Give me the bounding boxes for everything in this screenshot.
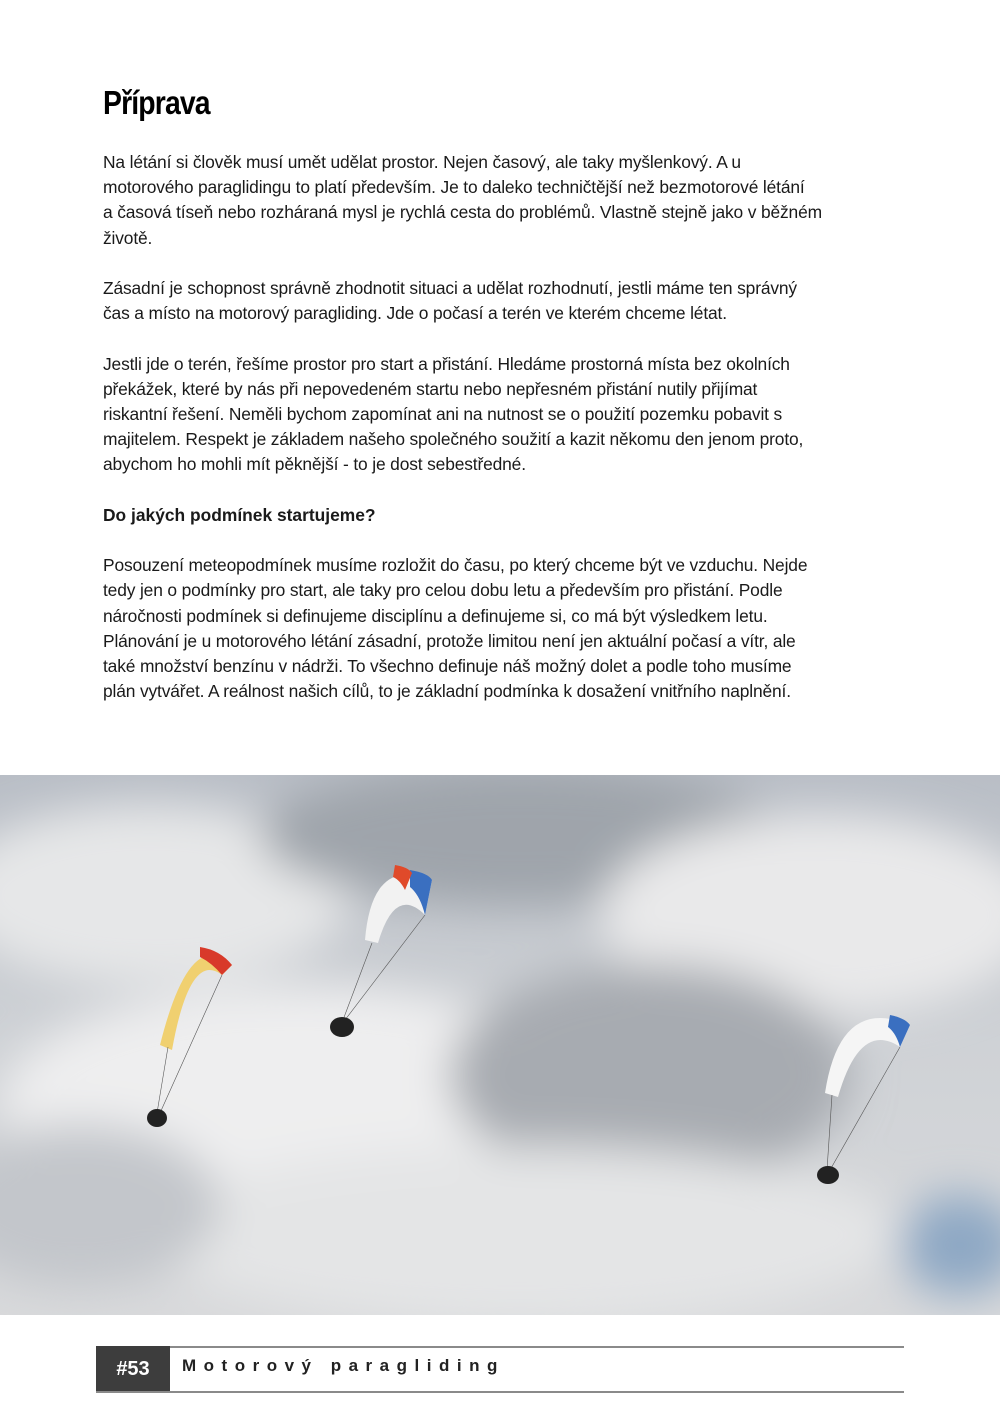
footer-rule-bottom xyxy=(96,1391,904,1393)
article-body xyxy=(103,150,923,730)
paragraph xyxy=(103,276,923,326)
text-line: Na létání si člověk musí umět udělat prostor. Nejen časový, ale taky myšlenkový. A u xyxy=(103,152,741,172)
text-line: Posouzení meteopodmínek musíme rozložit do času, po který chceme být ve vzduchu. Nejde xyxy=(103,555,808,576)
paragliders-photo xyxy=(0,775,1000,1315)
paragraph xyxy=(103,150,923,251)
text-line: životě. xyxy=(103,227,153,248)
text-line: tedy jen o podmínky pro start, ale taky pro celou dobu letu a především pro přistání. Podle xyxy=(103,580,783,601)
text-line: Zásadní je schopnost správně zhodnotit situaci a udělat rozhodnutí, jestli máme ten správný xyxy=(103,278,797,298)
text-line: náročnosti podmínek si definujeme disciplínu a definujeme si, co má být výsledkem letu. xyxy=(103,605,768,626)
text-line: Jestli jde o terén, řešíme prostor pro start a přistání. Hledáme prostorná místa bez okolních xyxy=(103,353,790,374)
text-line: také množství benzínu v nádrži. To všechno definuje náš možný dolet a podle toho musíme xyxy=(103,656,792,676)
footer-rule-top xyxy=(170,1346,904,1348)
paragraph xyxy=(103,352,923,478)
paragraph xyxy=(103,553,923,704)
text-line: Plánování je u motorového létání zásadní, protože limitou není jen aktuální počasí a vítr, ale xyxy=(103,630,796,651)
footer-publication-title: Motorový paragliding xyxy=(182,1356,505,1375)
text-line: a časová tíseň nebo rozháraná mysl je rychlá cesta do problémů. Vlastně stejně jako v běžném xyxy=(103,202,822,223)
section-subheading: Do jakých podmínek startujeme? xyxy=(103,504,376,525)
text-line: čas a místo na motorový paragliding. Jde o počasí a terén ve kterém chceme létat. xyxy=(103,303,727,324)
text-line: abychom ho mohli mít pěknější - to je dost sebestředné. xyxy=(103,454,526,475)
page-number: #53 xyxy=(96,1346,170,1392)
text-line: překážek, které by nás při nepovedeném startu nebo nepřesném přistání nutily přijímat xyxy=(103,378,758,399)
page-title: Příprava xyxy=(103,84,210,121)
text-line: riskantní řešení. Neměli bychom zapomínat ani na nutnost se o použití pozemku pobavit s xyxy=(103,404,783,424)
text-line: plán vytvářet. A reálnost našich cílů, to je základní podmínka k dosažení vnitřního naplnění. xyxy=(103,681,791,702)
text-line: motorového paraglidingu to platí především. Je to daleko techničtější než bezmotorové létání xyxy=(103,177,805,198)
text-line: majitelem. Respekt je základem našeho společného soužití a kazit někomu den jenom proto, xyxy=(103,429,804,450)
